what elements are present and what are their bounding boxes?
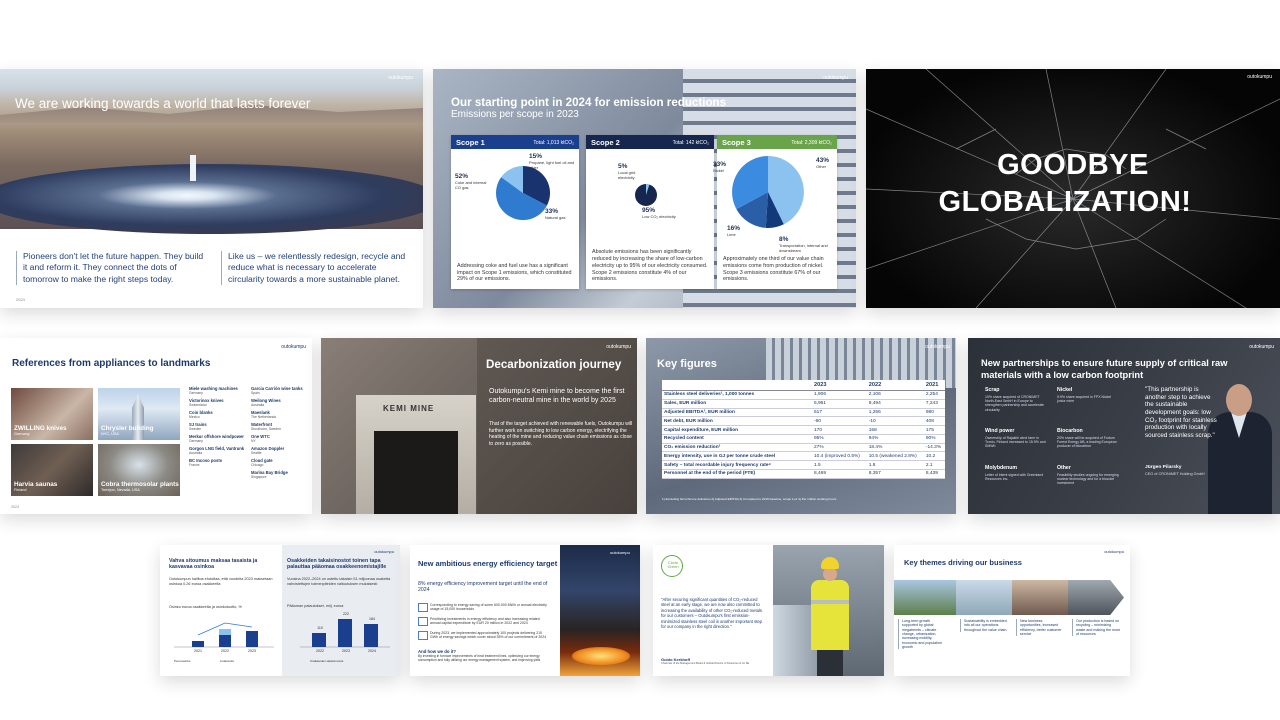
table-row: Energy intensity, use in GJ per tonne crude steel 10.4 (improved 0.5%) 10.5 (weakened 2.8%) 10.2 [662, 452, 945, 461]
caption-title: Chrysler building [101, 424, 154, 432]
scope2-pct-a: 5% [618, 163, 628, 170]
slide-new-partnerships[interactable] [968, 338, 1280, 514]
key-figures-table [662, 380, 945, 479]
slide-working-towards-world[interactable] [0, 69, 423, 308]
right-text: Like us – we relentlessly redesign, recycle and reduce what is necessary to accelerate circularity towards a more sustainable planet. [221, 251, 411, 285]
scope-name: Scope 1 [456, 138, 485, 147]
slide-year: 2024 [16, 297, 25, 302]
target-item: Corresponding to energy saving of some 600,000 MWh or annual electricity usage of 15,000 households [418, 603, 550, 611]
scope2-pct-b: 95% [642, 207, 656, 214]
reference-list-1 [189, 386, 247, 470]
scope3-label-b: Other [816, 164, 827, 169]
brand-logo: outokumpu [374, 549, 394, 554]
partnership-biocarbon: Biocarbon 20% share will be acquired of Fortum Forest Energy AB, a leading European producer of biocarbon [1057, 428, 1117, 449]
table-row: Stainless steel deliveries¹, 1,000 tonnes 1,906 2,106 2,254 [662, 391, 945, 400]
quote-author: Jürgen Pilarsky [1145, 465, 1182, 470]
reference-image-harvia [11, 444, 93, 496]
scope-total: Total: 2,309 ktCO₂ [791, 140, 832, 146]
caption-place: Torrejon, Nevada, USA [101, 488, 140, 493]
scope1-text: Addressing coke and fuel use has a significant impact on Scope 1 emissions, which constituted 29% of our emissions. [457, 262, 572, 283]
bar-2022 [219, 635, 231, 647]
brand-logo: outokumpu [823, 75, 848, 81]
table-footnote: 1) Excluding ferrochrome deliveries 2) Adjusted EBITDA 3) Compared to 2016 baseline, scope 1+2 4) Per million working hours [662, 497, 837, 501]
circle-green-logo-text: Circle Green [667, 560, 679, 570]
headline-line1: GOODBYE [997, 149, 1149, 181]
mirror-field [0, 164, 423, 234]
wind-turbine-photo [956, 580, 1012, 615]
table-header-row: 2023 2022 2021 [662, 380, 945, 391]
scope1-header [451, 135, 579, 149]
quote-author-role: Chairman of the Management Board & Global Director of Kloeckner & Co SE [661, 662, 750, 665]
quote-author-role: CEO of CRONIMET Holding GmbH [1145, 472, 1205, 476]
scope1-label-b: Coke and internal CO gas [455, 180, 487, 190]
caption-place: Germany [14, 432, 30, 437]
slide-title: New partnerships to ensure future supply of critical raw materials with a low carbon footprint [981, 358, 1228, 380]
caption-title: ZWILLING knives [14, 424, 67, 432]
scope1-card [451, 135, 579, 289]
buyback-title: Osakkeiden takaisinostot toinen tapa palauttaa pääomaa osakkeenomistajille [287, 558, 387, 571]
how-title: And how we do it? [418, 649, 456, 654]
slide-references[interactable] [0, 338, 312, 514]
scope3-label-d: Transportation, internal and downstream [779, 243, 828, 253]
caption-place: Finland [14, 488, 27, 493]
table-row: Recycled content 95% 94% 90% [662, 434, 945, 443]
year-label: 2024 [368, 649, 376, 653]
list-item: Amazon Doppler Seattle [251, 446, 285, 455]
list-item: Cloud gate Chicago [251, 458, 273, 467]
slide-subtitle: 8% energy efficiency improvement target until the end of 2024 [418, 581, 548, 594]
scope-total: Total: 142 ktCO₂ [672, 140, 709, 146]
scope2-text: Absolute emissions has been significantly reduced by increasing the share of low-carbon electricity up to 95% of our electricity consumed. Scope 2 emissions constitute 4% of our emissions. [592, 249, 708, 283]
worker-face [823, 567, 837, 581]
legend-item: Lisäosinko [220, 659, 235, 663]
list-item: Merkur offshore windpower Germany [189, 434, 244, 443]
slide-decarbonization-journey[interactable] [321, 338, 637, 514]
table-row: Sales, EUR million 6,961 9,494 7,243 [662, 399, 945, 408]
scope3-header [717, 135, 837, 149]
target-item: During 2023, we implemented approximately 100 projects delivering 210 GWh of energy savings which cover about 35% of our commitment of 2024 [418, 631, 550, 639]
scope3-card [713, 135, 837, 289]
scope1-label-c: Natural gas [545, 215, 566, 220]
table-row: Capital expenditure, EUR million 170 158 175 [662, 426, 945, 435]
table-row: CO₂ emission reduction³ 27% 18.4% -14.3% [662, 443, 945, 452]
list-item: SJ trains Sweden [189, 422, 207, 431]
slide-year: 2024 [11, 504, 19, 509]
bar-2023 [338, 619, 352, 647]
legend-item: Perusosinko [174, 659, 191, 663]
brand-logo: outokumpu [281, 344, 306, 350]
brand-logo: outokumpu [1249, 344, 1274, 350]
brand-logo: outokumpu [1247, 74, 1272, 80]
bar-value: 110 [317, 626, 323, 630]
partnership-other: Other Feasibility studies ongoing for emerging nuclear technology and for a biocoke investment [1057, 465, 1119, 486]
year-label: 2022 [221, 649, 229, 653]
partner-quote: "This partnership is another step to achieve the sustainable development goals: low CO₂ footprint for stainless production with locally sourced stainless scrap." [1145, 386, 1217, 440]
scope3-pie [731, 155, 805, 229]
body-text: That of the target achieved with renewable fuels, Outokumpu will further work on switching to low carbon energy, electrifying the heating of the mine and reducing value chain emissions as close to zero as possible. [489, 421, 633, 447]
left-text: Pioneers don't let the future happen. They build it and reform it. They connect the dots of tomorrow to make the right steps today. [16, 251, 206, 285]
partnership-wind-power: Wind power Ownership of Rajakiiri wind farm in Tornio, Finland increased to 15.9% and SMWh [985, 428, 1046, 449]
slide-title: Decarbonization journey [486, 358, 622, 371]
themes-photo-band [894, 580, 1124, 615]
brand-logo: outokumpu [610, 550, 630, 555]
bar-value: 222 [343, 612, 349, 616]
list-item: Gorgon LNG field, Vantrunk Australia [189, 446, 245, 455]
mine-sign: KEMI MINE [383, 404, 435, 413]
scope2-label-b: Low CO₂ electricity [642, 214, 676, 219]
dividend-text: Outokumpun hallitus ehdottaa, että vuodelta 2023 maksetaan osinkoa 0,26 euroa osakkeelta [169, 577, 273, 586]
table-row: Adjusted EBITDA², EUR million 517 1,256 980 [662, 408, 945, 417]
bar-2022-extra [219, 629, 231, 635]
headline-line2: GLOBALIZATION! [938, 186, 1192, 218]
scope2-header [586, 135, 714, 149]
slide-title: We are working towards a world that lasts forever [15, 96, 311, 111]
theme-column: Our production is based on recycling – minimizing waste and making the most of resources [1072, 619, 1120, 636]
dividend-chart [174, 613, 274, 653]
year-label: 2022 [316, 649, 324, 653]
bar-2024 [364, 624, 378, 647]
brand-logo: outokumpu [388, 75, 413, 81]
year-label: 2021 [194, 649, 202, 653]
slide-key-themes[interactable] [894, 545, 1130, 676]
scope1-label-a: Propane, light fuel oil and other [529, 160, 575, 170]
list-item: Garcia Carrión wine tanks Spain [251, 386, 303, 395]
year-label: 2023 [342, 649, 350, 653]
person-head [1226, 384, 1252, 416]
safety-helmet-icon [821, 557, 839, 569]
image-caption [101, 426, 154, 437]
theme-column: New business opportunities, increased efficiency, better customer service [1016, 619, 1064, 636]
buyback-chart-label: Pääoman palautukset, milj. euroa [287, 604, 344, 608]
scope2-pie [634, 183, 658, 207]
list-item: Victorinox knives Switzerland [189, 398, 224, 407]
table-row: Net debt, EUR million -60 -10 408 [662, 417, 945, 426]
caption-place: NYC, USA [101, 432, 119, 437]
scrap-metal-photo [1068, 580, 1124, 615]
bar-2023 [246, 631, 258, 647]
list-item: Miele washing machines Germany [189, 386, 238, 395]
people-photo [1012, 580, 1068, 615]
scope-total: Total: 1,013 ktCO₂ [533, 140, 574, 146]
list-item: Coin blanks Mexico [189, 410, 213, 419]
customer-quote: "After securing significant quantities of CO₂-reduced steel at an early stage, we are now also committed to increasing the availability of other CO₂-reduced metals for our customers – Outokumpu's first emission-minimized stainless steel coil is another important step for our company in the right direction." [661, 597, 763, 630]
scope3-pct-a: 33% [713, 161, 727, 168]
legend-item: Osakkeiden takaisinostot [310, 659, 344, 663]
buyback-text: Vuosina 2022–2024 on ostettu takaisin 51 miljoonaa osaketta vahvistettujen toimenpiteiden valtuutuksen mukaisesti [287, 577, 391, 586]
brand-logo: outokumpu [925, 344, 950, 350]
slide-title: Key themes driving our business [904, 558, 1022, 567]
vest-reflective-strip [811, 600, 849, 604]
list-item: One WTC NY [251, 434, 270, 443]
worker-vest [811, 580, 849, 650]
scope1-pct-b: 52% [455, 173, 469, 180]
molten-steel-glow [572, 647, 630, 665]
city-photo [894, 580, 956, 615]
dividend-chart-label: Osinko euroa osakkeelta ja osinkotuotto, % [169, 605, 242, 609]
image-caption [14, 482, 57, 493]
solar-tower [190, 155, 196, 181]
scope1-pie [495, 165, 551, 221]
scope2-card [586, 135, 714, 289]
theme-column: Sustainability is embedded into all our operations throughout the value chain. [960, 619, 1008, 632]
reference-image-zwilling [11, 388, 93, 440]
slide-emission-scopes[interactable] [433, 69, 856, 308]
slide-title: Key figures [657, 358, 717, 370]
reference-image-cobra [98, 444, 180, 496]
scope1-pct-c: 33% [545, 208, 559, 215]
bar-2022 [312, 633, 326, 647]
scope3-pct-b: 43% [816, 157, 830, 164]
slide-dividends-buybacks[interactable] [160, 545, 400, 676]
image-caption [14, 426, 67, 437]
slide-energy-efficiency[interactable] [410, 545, 640, 676]
scope2-label-a: Local grid electricity [618, 170, 636, 180]
partnership-molybdenum: Molybdenum Letter of intent signed with Greenland Resources Inc. [985, 465, 1044, 482]
slide-subtitle: Emissions per scope in 2023 [451, 109, 579, 120]
list-item: Marina Bay Bridge Singapore [251, 470, 288, 479]
table-row: Safety – total recordable injury frequency rate⁴ 1.5 1.8 2.1 [662, 461, 945, 470]
solar-plant-photo [0, 69, 423, 229]
list-item: Waterfront Stockholm, Sweden [251, 422, 281, 431]
scope1-pct-a: 15% [529, 153, 543, 160]
slide-key-figures[interactable] [646, 338, 956, 514]
scope-name: Scope 3 [722, 138, 751, 147]
slide-circle-green-quote[interactable] [653, 545, 884, 676]
lead-text: Outokumpu's Kemi mine to become the first carbon-neutral mine in the world by 2025 [489, 388, 625, 405]
slide-goodbye-globalization[interactable] [866, 69, 1280, 308]
brand-logo: outokumpu [1104, 549, 1124, 554]
reference-list-2 [251, 386, 309, 482]
scope3-pct-d: 8% [779, 236, 789, 243]
scope3-label-c: Lime [727, 232, 736, 237]
dividend-title: Vahva sitoumus maksaa tasaista ja kasvavaa osinkoa [169, 558, 258, 571]
slide-title: References from appliances to landmarks [12, 358, 211, 369]
partnership-nickel: Nickel 9.9% share acquired in FPX Nickel junior mine [1057, 387, 1112, 404]
table-row: Personnel at the end of the period (FTE) 8,469 8,357 8,439 [662, 470, 945, 479]
mine-tunnel-opening [374, 431, 458, 514]
list-item: BC Incoso posts France [189, 458, 223, 467]
how-text: By investing in furnace improvements of heat treatment lines, optimizing our energy consumption and fully utilizing our energy management system, and improving yield [418, 654, 541, 662]
scope3-pct-c: 16% [727, 225, 741, 232]
reference-image-chrysler [98, 388, 180, 440]
target-item: Prioritizing investments in energy efficiency and also increasing related annual capital expenditure by EUR 20 million in 2022 and 2024 [418, 617, 550, 625]
bar-value: 184 [369, 617, 375, 621]
quote-author: Guido Kerkhoff [661, 657, 691, 662]
scope3-label-a: Nickel [713, 168, 724, 173]
partnership-scrap: Scrap 10% share acquired of CRONIMET North-East GmbH in Europe to strengthen partnership and accelerate circularity [985, 387, 1044, 412]
theme-column: Long-term growth supported by global megatrends – climate change, urbanization, increasing mobility, economic and population growth [898, 619, 946, 649]
slide-title: New ambitious energy efficiency target [418, 559, 558, 568]
scope-name: Scope 2 [591, 138, 620, 147]
caption-title: Harvia saunas [14, 480, 58, 488]
scope3-text: Approximately one third of our value chain emissions come from production of nickel. Scope 3 emissions constitute 67% of our emissions. [723, 256, 824, 283]
slide-title: Our starting point in 2024 for emission reductions [451, 96, 727, 109]
image-caption [101, 482, 179, 493]
bar-2021 [192, 641, 204, 647]
list-item: Weilong Wines Australia [251, 398, 281, 407]
list-item: Maeslank The Netherlands [251, 410, 277, 419]
year-label: 2023 [248, 649, 256, 653]
worker-legs [817, 650, 843, 676]
caption-title: Cobra thermosolar plants [101, 480, 179, 488]
brand-logo: outokumpu [606, 344, 631, 350]
